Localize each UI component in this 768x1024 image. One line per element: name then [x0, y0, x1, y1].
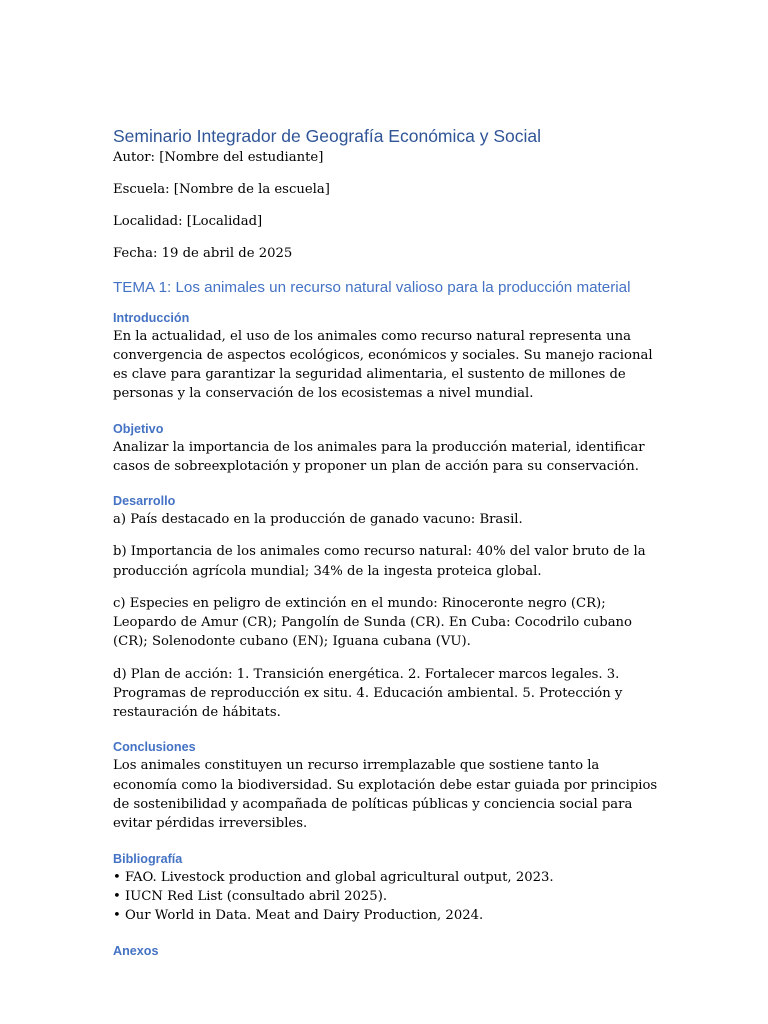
- bibliography-heading: Bibliografía: [113, 851, 183, 866]
- development-heading: Desarrollo: [113, 494, 176, 509]
- intro-paragraph: En la actualidad, el uso de los animales como recurso natural representa una convergencia de aspectos ecológicos, económicos y sociales. Su manejo racional es clave para garantizar la seguridad alimentaria, el sustento de millones de personas y la conservación de los ecosistemas a nivel mundial.: [113, 328, 653, 402]
- bibliography-item: • FAO. Livestock production and global agricultural output, 2023.: [113, 869, 554, 885]
- bibliography-item: • IUCN Red List (consultado abril 2025).: [113, 888, 388, 904]
- document-title: Seminario Integrador de Geografía Económica y Social: [113, 126, 542, 146]
- document-page: [113, 124, 658, 960]
- intro-heading: Introducción: [113, 310, 190, 325]
- development-item-a: a) País destacado en la producción de ganado vacuno: Brasil.: [113, 512, 523, 528]
- objective-paragraph: Analizar la importancia de los animales para la producción material, identificar casos de sobreexplotación y proponer un plan de acción para su conservación.: [113, 439, 645, 475]
- theme-heading: TEMA 1: Los animales un recurso natural valioso para la producción material: [113, 278, 631, 296]
- bibliography-item: • Our World in Data. Meat and Dairy Production, 2024.: [113, 908, 484, 924]
- school-line: Escuela: [Nombre de la escuela]: [113, 182, 330, 198]
- annexes-heading: Anexos: [113, 943, 159, 958]
- development-item-d: d) Plan de acción: 1. Transición energética. 2. Fortalecer marcos legales. 3. Programas de reproducción ex situ. 4. Educación ambiental. 5. Protección y restauración de hábitats.: [113, 666, 623, 721]
- objective-heading: Objetivo: [113, 421, 164, 436]
- date-line: Fecha: 19 de abril de 2025: [113, 246, 293, 262]
- conclusions-paragraph: Los animales constituyen un recurso irremplazable que sostiene tanto la economía como la biodiversidad. Su explotación debe estar guiada por principios de sostenibilidad y acompañada de políticas públicas y conciencia social para evitar pérdidas irreversibles.: [113, 758, 658, 832]
- development-item-b: b) Importancia de los animales como recurso natural: 40% del valor bruto de la producción agrícola mundial; 34% de la ingesta proteica global.: [113, 544, 646, 579]
- conclusions-heading: Conclusiones: [113, 740, 196, 755]
- development-item-c: c) Especies en peligro de extinción en el mundo: Rinoceronte negro (CR); Leopardo de Amur (CR); Pangolín de Sunda (CR). En Cuba: Cocodrilo cubano (CR); Solenodonte cubano (EN); Iguana cubana (VU).: [113, 595, 632, 650]
- locality-line: Localidad: [Localidad]: [113, 214, 263, 230]
- author-line: Autor: [Nombre del estudiante]: [113, 150, 324, 165]
